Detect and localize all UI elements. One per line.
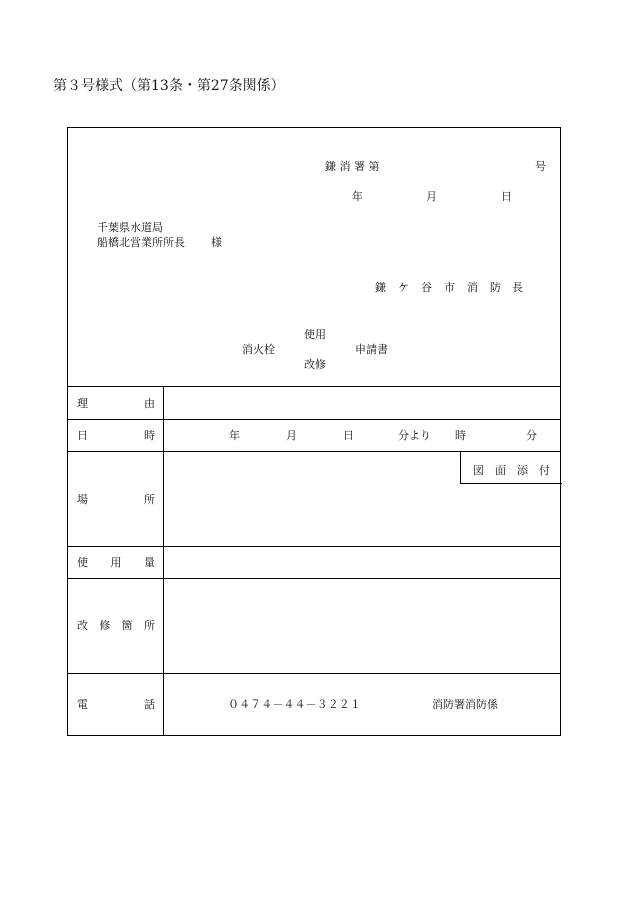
label-char: 箇	[121, 619, 133, 632]
datetime-day: 日	[343, 429, 354, 442]
label-char: 改	[77, 619, 88, 632]
label-char: 用	[110, 556, 122, 569]
label-location	[68, 494, 163, 505]
phone-char: ０	[228, 698, 239, 711]
subject-repair: 改修	[304, 358, 326, 371]
label-char: 日	[77, 429, 88, 442]
date-day: 日	[501, 190, 512, 203]
addressee-line1: 千葉県水道局	[97, 221, 163, 234]
phone-char: ４	[294, 698, 306, 711]
row-divider	[68, 546, 560, 547]
label-datetime	[68, 430, 163, 441]
datetime-month: 月	[286, 429, 297, 442]
datetime-hour: 時	[455, 429, 466, 442]
phone-char: ２	[338, 698, 350, 711]
label-column-divider	[163, 386, 164, 736]
label-char: 電	[77, 698, 88, 711]
subject-use: 使用	[304, 328, 326, 341]
sender-char: 消	[467, 281, 478, 294]
row-divider	[68, 419, 560, 420]
date-year: 年	[352, 190, 363, 203]
phone-char: １	[349, 698, 361, 711]
datetime-year: 年	[229, 429, 240, 442]
label-char: 所	[143, 619, 155, 632]
label-char: 所	[144, 493, 155, 506]
sender-char: 谷	[421, 281, 432, 294]
row-divider	[68, 578, 560, 579]
sender-char: 防	[490, 281, 501, 294]
label-char: 理	[77, 397, 88, 410]
honorific: 様	[211, 236, 222, 249]
document-number-prefix: 鎌 消 署 第	[325, 160, 380, 173]
subject-hydrant: 消火栓	[242, 343, 275, 356]
label-char: 話	[144, 698, 155, 711]
phone-department: 消防署消防係	[432, 698, 498, 711]
datetime-minute: 分	[526, 429, 537, 442]
drawing-attachment-box	[460, 451, 562, 484]
subject-request: 申請書	[355, 343, 388, 356]
phone-char: ３	[316, 698, 328, 711]
sender-char: ケ	[398, 281, 409, 294]
label-char: 修	[99, 619, 111, 632]
label-phone	[68, 699, 163, 710]
label-char: 量	[144, 556, 155, 569]
label-char: 場	[77, 493, 88, 506]
label-char: 由	[144, 397, 155, 410]
document-number-suffix: 号	[535, 160, 546, 173]
attachment-char: 付	[539, 464, 550, 477]
phone-char: －	[305, 698, 317, 711]
addressee-line2: 船橋北営業所所長	[97, 236, 185, 249]
sender-char: 市	[444, 281, 455, 294]
label-repair-part	[68, 620, 163, 631]
phone-char: ４	[261, 698, 273, 711]
date-month: 月	[426, 190, 437, 203]
application-form	[67, 127, 561, 736]
phone-char: ２	[327, 698, 339, 711]
sender-char: 長	[512, 281, 523, 294]
phone-char: ７	[250, 698, 262, 711]
sender-char: 鎌	[375, 281, 386, 294]
attachment-char: 面	[495, 464, 506, 477]
phone-number	[228, 699, 361, 710]
attachment-char: 添	[517, 464, 528, 477]
form-title: 第３号様式（第13条・第27条関係）	[53, 78, 285, 94]
phone-char: ４	[283, 698, 295, 711]
label-char: 時	[144, 429, 155, 442]
attachment-char: 図	[473, 464, 484, 477]
label-reason	[68, 398, 163, 409]
phone-char: ４	[239, 698, 251, 711]
phone-char: －	[272, 698, 284, 711]
row-divider	[68, 386, 560, 387]
label-char: 使	[77, 556, 88, 569]
datetime-from-minute: 分より	[398, 429, 431, 442]
row-divider	[68, 673, 560, 674]
label-usage	[68, 557, 163, 568]
